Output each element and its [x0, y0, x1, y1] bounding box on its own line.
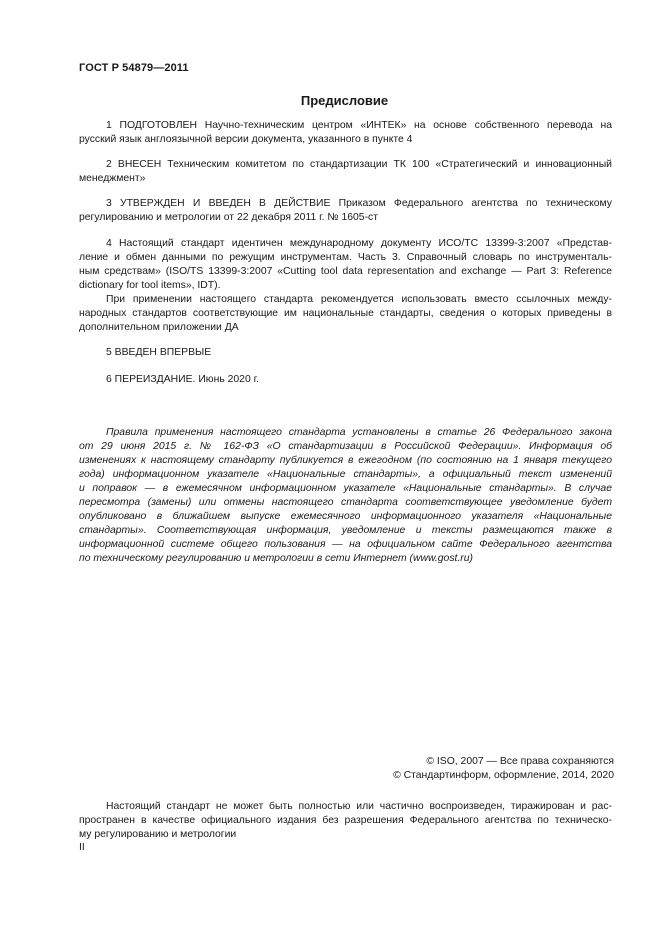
copyright-block [79, 755, 614, 783]
item-1-line-2: русский язык англоязычной версии документа, указанного в пункте 4 [79, 134, 413, 145]
item-4-line-3: ным средствам» (ISO/TS 13399-3:2007 «Cutting tool data representation and exchange — Part 3: Reference [79, 266, 612, 277]
notice-line-7: опубликовано в ближайшем выпуске ежемесячного информационного указателя «Национальные [79, 511, 612, 522]
item-6-line-1: 6 ПЕРЕИЗДАНИЕ. Июнь 2020 г. [106, 374, 260, 385]
foreword-item-1 [79, 119, 612, 147]
item-4-line-1: 4 Настоящий стандарт идентичен международному документу ИСО/ТС 13399-3:2007 «Представ- [106, 238, 612, 249]
page-title: Предисловие [300, 93, 389, 108]
notice-line-6: пересмотра (замены) или отмены настоящего стандарта соответствующее уведомление будет [79, 497, 612, 508]
copyright-standartinform: © Стандартинформ, оформление, 2014, 2020 [393, 770, 614, 781]
item-1-line-1: 1 ПОДГОТОВЛЕН Научно-техническим центром «ИНТЕК» на основе собственного перевода на [106, 120, 612, 131]
notice-line-4: года) информационном указателе «Национальные стандарты», а официальный текст изменений [79, 469, 612, 480]
item-2-line-1: 2 ВНЕСЕН Техническим комитетом по стандартизации ТК 100 «Стратегический и инновационный [106, 159, 612, 170]
item-4-note-line-3: дополнительном приложении ДА [79, 322, 239, 333]
standard-notice [79, 426, 612, 566]
notice-line-3: изменениях к настоящему стандарту публикуется в ежегодном (по состоянию на 1 января текущего [79, 455, 612, 466]
foreword-item-6 [79, 373, 612, 387]
notice-line-1: Правила применения настоящего стандарта установлены в статье 26 Федерального закона [106, 427, 612, 438]
notice-line-9: информационной системе общего пользования — на официальном сайте Федерального агентства [79, 539, 612, 550]
item-2-line-2: менеджмент» [79, 173, 146, 184]
foreword-item-4-note [79, 293, 612, 335]
foreword-item-5 [79, 346, 612, 360]
foreword-item-3 [79, 197, 612, 225]
reproduction-notice [79, 800, 612, 842]
reproduction-line-1: Настоящий стандарт не может быть полностью или частично воспроизведен, тиражирован и рас- [106, 801, 612, 812]
document-code: ГОСТ Р 54879—2011 [79, 62, 189, 74]
page-number: II [79, 842, 85, 853]
item-5-line-1: 5 ВВЕДЕН ВПЕРВЫЕ [106, 347, 212, 358]
notice-line-2: от 29 июня 2015 г. № 162-ФЗ «О стандартизации в Российской Федерации». Информация об [79, 441, 612, 452]
reproduction-line-3: му регулированию и метрологии [79, 829, 237, 840]
item-4-line-4: dictionary for tool items», IDT). [79, 280, 221, 291]
item-3-line-2: регулированию и метрологии от 22 декабря 2011 г. № 1605-ст [79, 212, 378, 223]
notice-line-10: по техническому регулированию и метрологии в сети Интернет (www.gost.ru) [79, 553, 473, 564]
item-4-line-2: ление и обмен данными по режущим инструментам. Часть 3. Справочный словарь по инструменталь- [79, 252, 612, 263]
item-3-line-1: 3 УТВЕРЖДЕН И ВВЕДЕН В ДЕЙСТВИЕ Приказом Федерального агентства по техническому [106, 198, 612, 209]
notice-line-8: стандарты». Соответствующая информация, уведомление и тексты размещаются также в [79, 525, 612, 536]
foreword-item-2 [79, 158, 612, 186]
notice-line-5: и поправок — в ежемесячном информационном указателе «Национальные стандарты». В случае [79, 483, 612, 494]
foreword-item-4 [79, 237, 612, 293]
item-4-note-line-1: При применении настоящего стандарта рекомендуется использовать вместо ссылочных между- [106, 294, 612, 305]
reproduction-line-2: пространен в качестве официального издания без разрешения Федерального агентства по техническо- [79, 815, 612, 826]
item-4-note-line-2: народных стандартов соответствующие им национальные стандарты, сведения о которых приведены в [79, 308, 612, 319]
copyright-iso: © ISO, 2007 — Все права сохраняются [426, 756, 614, 767]
